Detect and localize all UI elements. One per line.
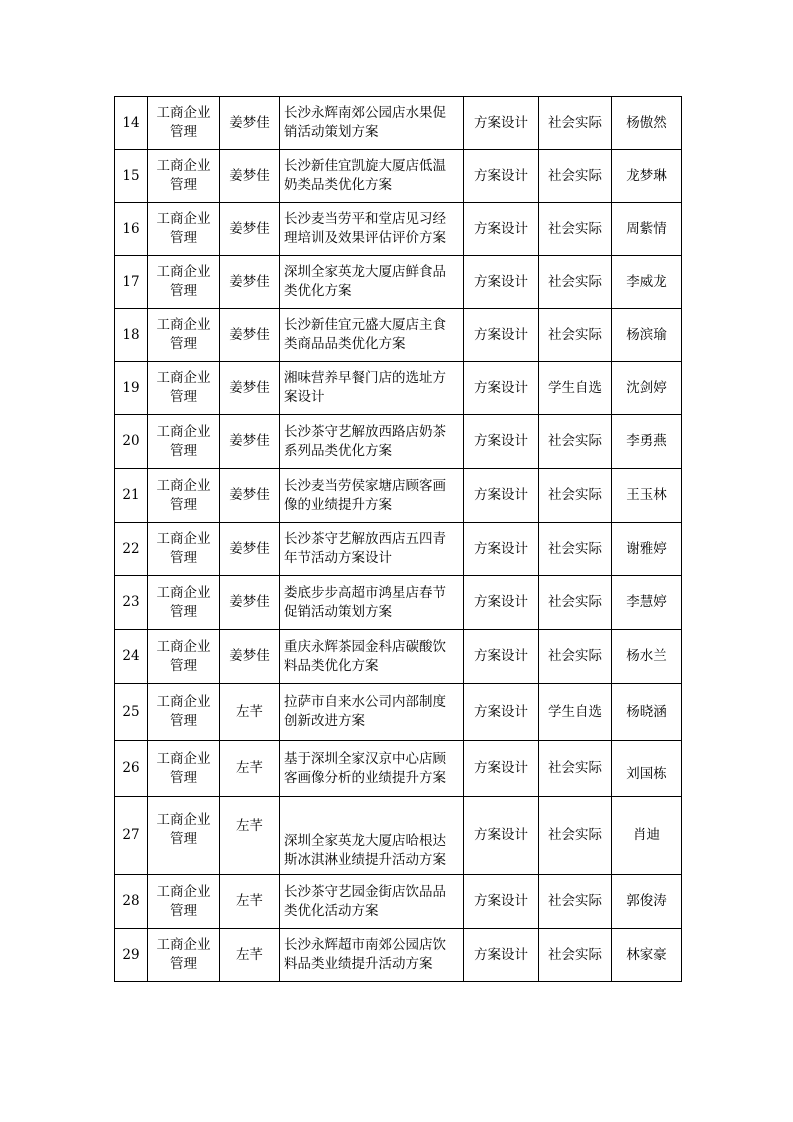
major-cell: 工商企业管理	[148, 256, 220, 309]
table-row	[115, 469, 682, 523]
student-cell: 沈剑婷	[612, 362, 682, 415]
major-cell: 工商企业管理	[148, 362, 220, 415]
student-cell: 肖迪	[612, 797, 682, 875]
type-cell: 方案设计	[464, 469, 539, 523]
row-number: 18	[115, 309, 148, 362]
table-row	[115, 97, 682, 150]
row-number: 23	[115, 576, 148, 630]
source-cell: 社会实际	[539, 630, 612, 684]
row-number: 24	[115, 630, 148, 684]
row-number: 29	[115, 929, 148, 982]
title-cell: 深圳全家英龙大厦店哈根达斯冰淇淋业绩提升活动方案	[280, 797, 464, 875]
row-number: 16	[115, 203, 148, 256]
table-row	[115, 929, 682, 982]
type-cell: 方案设计	[464, 630, 539, 684]
student-cell: 刘国栋	[612, 741, 682, 797]
table-row	[115, 523, 682, 576]
student-cell: 杨晓涵	[612, 684, 682, 741]
major-cell: 工商企业管理	[148, 469, 220, 523]
tutor-cell: 姜梦佳	[220, 362, 280, 415]
table-row	[115, 150, 682, 203]
row-number: 25	[115, 684, 148, 741]
table-row	[115, 203, 682, 256]
type-cell: 方案设计	[464, 523, 539, 576]
type-cell: 方案设计	[464, 576, 539, 630]
table-row	[115, 256, 682, 309]
title-cell: 长沙茶守艺园金街店饮品品类优化活动方案	[280, 875, 464, 929]
student-cell: 李勇燕	[612, 415, 682, 469]
tutor-cell: 左芊	[220, 797, 280, 875]
topics-table	[114, 96, 682, 982]
table-row	[115, 362, 682, 415]
table-row	[115, 797, 682, 875]
tutor-cell: 姜梦佳	[220, 309, 280, 362]
major-cell: 工商企业管理	[148, 523, 220, 576]
major-cell: 工商企业管理	[148, 150, 220, 203]
type-cell: 方案设计	[464, 203, 539, 256]
source-cell: 社会实际	[539, 875, 612, 929]
tutor-cell: 姜梦佳	[220, 469, 280, 523]
title-cell: 娄底步步高超市鸿星店春节促销活动策划方案	[280, 576, 464, 630]
type-cell: 方案设计	[464, 929, 539, 982]
table-row	[115, 684, 682, 741]
type-cell: 方案设计	[464, 150, 539, 203]
type-cell: 方案设计	[464, 797, 539, 875]
student-cell: 周紫情	[612, 203, 682, 256]
major-cell: 工商企业管理	[148, 684, 220, 741]
source-cell: 社会实际	[539, 576, 612, 630]
major-cell: 工商企业管理	[148, 630, 220, 684]
row-number: 15	[115, 150, 148, 203]
major-cell: 工商企业管理	[148, 309, 220, 362]
table-row	[115, 875, 682, 929]
type-cell: 方案设计	[464, 256, 539, 309]
major-cell: 工商企业管理	[148, 203, 220, 256]
student-cell: 郭俊涛	[612, 875, 682, 929]
source-cell: 学生自选	[539, 362, 612, 415]
row-number: 26	[115, 741, 148, 797]
major-cell: 工商企业管理	[148, 797, 220, 875]
tutor-cell: 姜梦佳	[220, 203, 280, 256]
student-cell: 谢雅婷	[612, 523, 682, 576]
student-cell: 李慧婷	[612, 576, 682, 630]
row-number: 14	[115, 97, 148, 150]
source-cell: 学生自选	[539, 684, 612, 741]
type-cell: 方案设计	[464, 415, 539, 469]
tutor-cell: 姜梦佳	[220, 576, 280, 630]
student-cell: 林家豪	[612, 929, 682, 982]
type-cell: 方案设计	[464, 362, 539, 415]
tutor-cell: 姜梦佳	[220, 523, 280, 576]
source-cell: 社会实际	[539, 203, 612, 256]
source-cell: 社会实际	[539, 415, 612, 469]
tutor-cell: 姜梦佳	[220, 256, 280, 309]
table-row	[115, 576, 682, 630]
title-cell: 长沙麦当劳侯家塘店顾客画像的业绩提升方案	[280, 469, 464, 523]
source-cell: 社会实际	[539, 797, 612, 875]
source-cell: 社会实际	[539, 150, 612, 203]
table-row	[115, 415, 682, 469]
title-cell: 拉萨市自来水公司内部制度创新改进方案	[280, 684, 464, 741]
major-cell: 工商企业管理	[148, 875, 220, 929]
row-number: 17	[115, 256, 148, 309]
row-number: 22	[115, 523, 148, 576]
source-cell: 社会实际	[539, 741, 612, 797]
source-cell: 社会实际	[539, 97, 612, 150]
table-row	[115, 741, 682, 797]
major-cell: 工商企业管理	[148, 576, 220, 630]
major-cell: 工商企业管理	[148, 929, 220, 982]
student-cell: 杨傲然	[612, 97, 682, 150]
title-cell: 长沙新佳宜元盛大厦店主食类商品品类优化方案	[280, 309, 464, 362]
title-cell: 湘味营养早餐门店的选址方案设计	[280, 362, 464, 415]
student-cell: 龙梦琳	[612, 150, 682, 203]
student-cell: 李威龙	[612, 256, 682, 309]
tutor-cell: 姜梦佳	[220, 415, 280, 469]
student-cell: 杨滨瑜	[612, 309, 682, 362]
tutor-cell: 姜梦佳	[220, 97, 280, 150]
source-cell: 社会实际	[539, 309, 612, 362]
row-number: 28	[115, 875, 148, 929]
tutor-cell: 左芊	[220, 684, 280, 741]
student-cell: 杨水兰	[612, 630, 682, 684]
major-cell: 工商企业管理	[148, 97, 220, 150]
type-cell: 方案设计	[464, 875, 539, 929]
tutor-cell: 左芊	[220, 741, 280, 797]
title-cell: 长沙永辉南郊公园店水果促销活动策划方案	[280, 97, 464, 150]
tutor-cell: 左芊	[220, 929, 280, 982]
type-cell: 方案设计	[464, 741, 539, 797]
table-row	[115, 309, 682, 362]
title-cell: 深圳全家英龙大厦店鲜食品类优化方案	[280, 256, 464, 309]
student-cell: 王玉林	[612, 469, 682, 523]
source-cell: 社会实际	[539, 929, 612, 982]
title-cell: 重庆永辉茶园金科店碳酸饮料品类优化方案	[280, 630, 464, 684]
major-cell: 工商企业管理	[148, 415, 220, 469]
title-cell: 长沙永辉超市南郊公园店饮料品类业绩提升活动方案	[280, 929, 464, 982]
type-cell: 方案设计	[464, 97, 539, 150]
table-row	[115, 630, 682, 684]
title-cell: 基于深圳全家汉京中心店顾客画像分析的业绩提升方案	[280, 741, 464, 797]
table-body	[115, 97, 682, 982]
tutor-cell: 左芊	[220, 875, 280, 929]
tutor-cell: 姜梦佳	[220, 630, 280, 684]
row-number: 20	[115, 415, 148, 469]
source-cell: 社会实际	[539, 523, 612, 576]
title-cell: 长沙新佳宜凯旋大厦店低温奶类品类优化方案	[280, 150, 464, 203]
major-cell: 工商企业管理	[148, 741, 220, 797]
tutor-cell: 姜梦佳	[220, 150, 280, 203]
title-cell: 长沙茶守艺解放西店五四青年节活动方案设计	[280, 523, 464, 576]
row-number: 19	[115, 362, 148, 415]
type-cell: 方案设计	[464, 684, 539, 741]
source-cell: 社会实际	[539, 256, 612, 309]
type-cell: 方案设计	[464, 309, 539, 362]
title-cell: 长沙麦当劳平和堂店见习经理培训及效果评估评价方案	[280, 203, 464, 256]
row-number: 27	[115, 797, 148, 875]
title-cell: 长沙茶守艺解放西路店奶茶系列品类优化方案	[280, 415, 464, 469]
row-number: 21	[115, 469, 148, 523]
source-cell: 社会实际	[539, 469, 612, 523]
